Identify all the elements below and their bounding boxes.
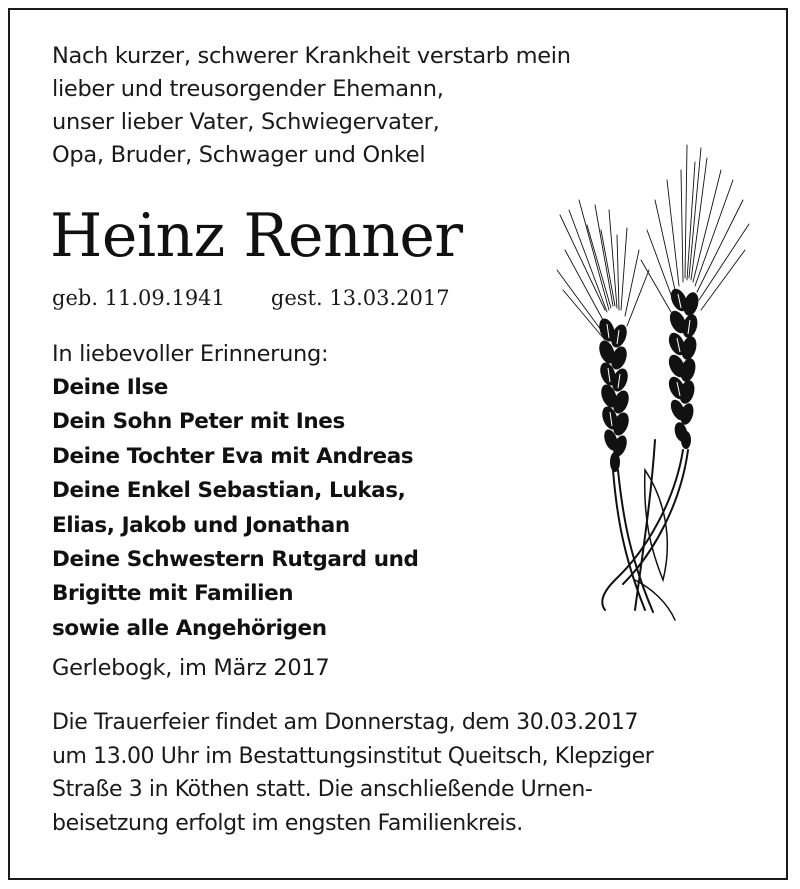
intro-line: Opa, Bruder, Schwager und Onkel xyxy=(52,142,426,168)
mourner-line: Deine Schwestern Rutgard und xyxy=(52,547,419,573)
mourner-line: Dein Sohn Peter mit Ines xyxy=(52,409,345,435)
mourners-list xyxy=(52,371,419,646)
mourner-line: Brigitte mit Familien xyxy=(52,581,294,607)
deceased-name: Heinz Renner xyxy=(50,201,463,271)
intro-text xyxy=(52,40,571,172)
mourner-line: Deine Enkel Sebastian, Lukas, xyxy=(52,478,406,504)
mourner-line: Deine Tochter Eva mit Andreas xyxy=(52,443,414,469)
funeral-line: Straße 3 in Köthen statt. Die anschließende Urnen- xyxy=(52,777,593,802)
funeral-line: Die Trauerfeier findet am Donnerstag, dem 30.03.2017 xyxy=(52,710,639,735)
life-dates xyxy=(52,282,450,314)
mourner-line: sowie alle Angehörigen xyxy=(52,615,327,641)
funeral-line: beisetzung erfolgt im engsten Familienkreis. xyxy=(52,810,523,836)
memory-heading: In liebevoller Erinnerung: xyxy=(52,341,329,367)
funeral-line: um 13.00 Uhr im Bestattungsinstitut Queitsch, Klepziger xyxy=(52,743,654,769)
place-date: Gerlebogk, im März 2017 xyxy=(52,655,330,681)
funeral-notice xyxy=(52,706,742,840)
death-date: gest. 13.03.2017 xyxy=(270,286,450,310)
intro-line: lieber und treusorgender Ehemann, xyxy=(52,76,444,102)
wheat-ears-illustration xyxy=(555,140,755,640)
birth-date: geb. 11.09.1941 xyxy=(52,286,225,310)
mourner-line: Elias, Jakob und Jonathan xyxy=(52,512,350,538)
intro-line: unser lieber Vater, Schwiegervater, xyxy=(52,109,440,135)
mourner-line: Deine Ilse xyxy=(52,375,168,400)
intro-line: Nach kurzer, schwerer Krankheit verstarb mein xyxy=(52,43,571,69)
